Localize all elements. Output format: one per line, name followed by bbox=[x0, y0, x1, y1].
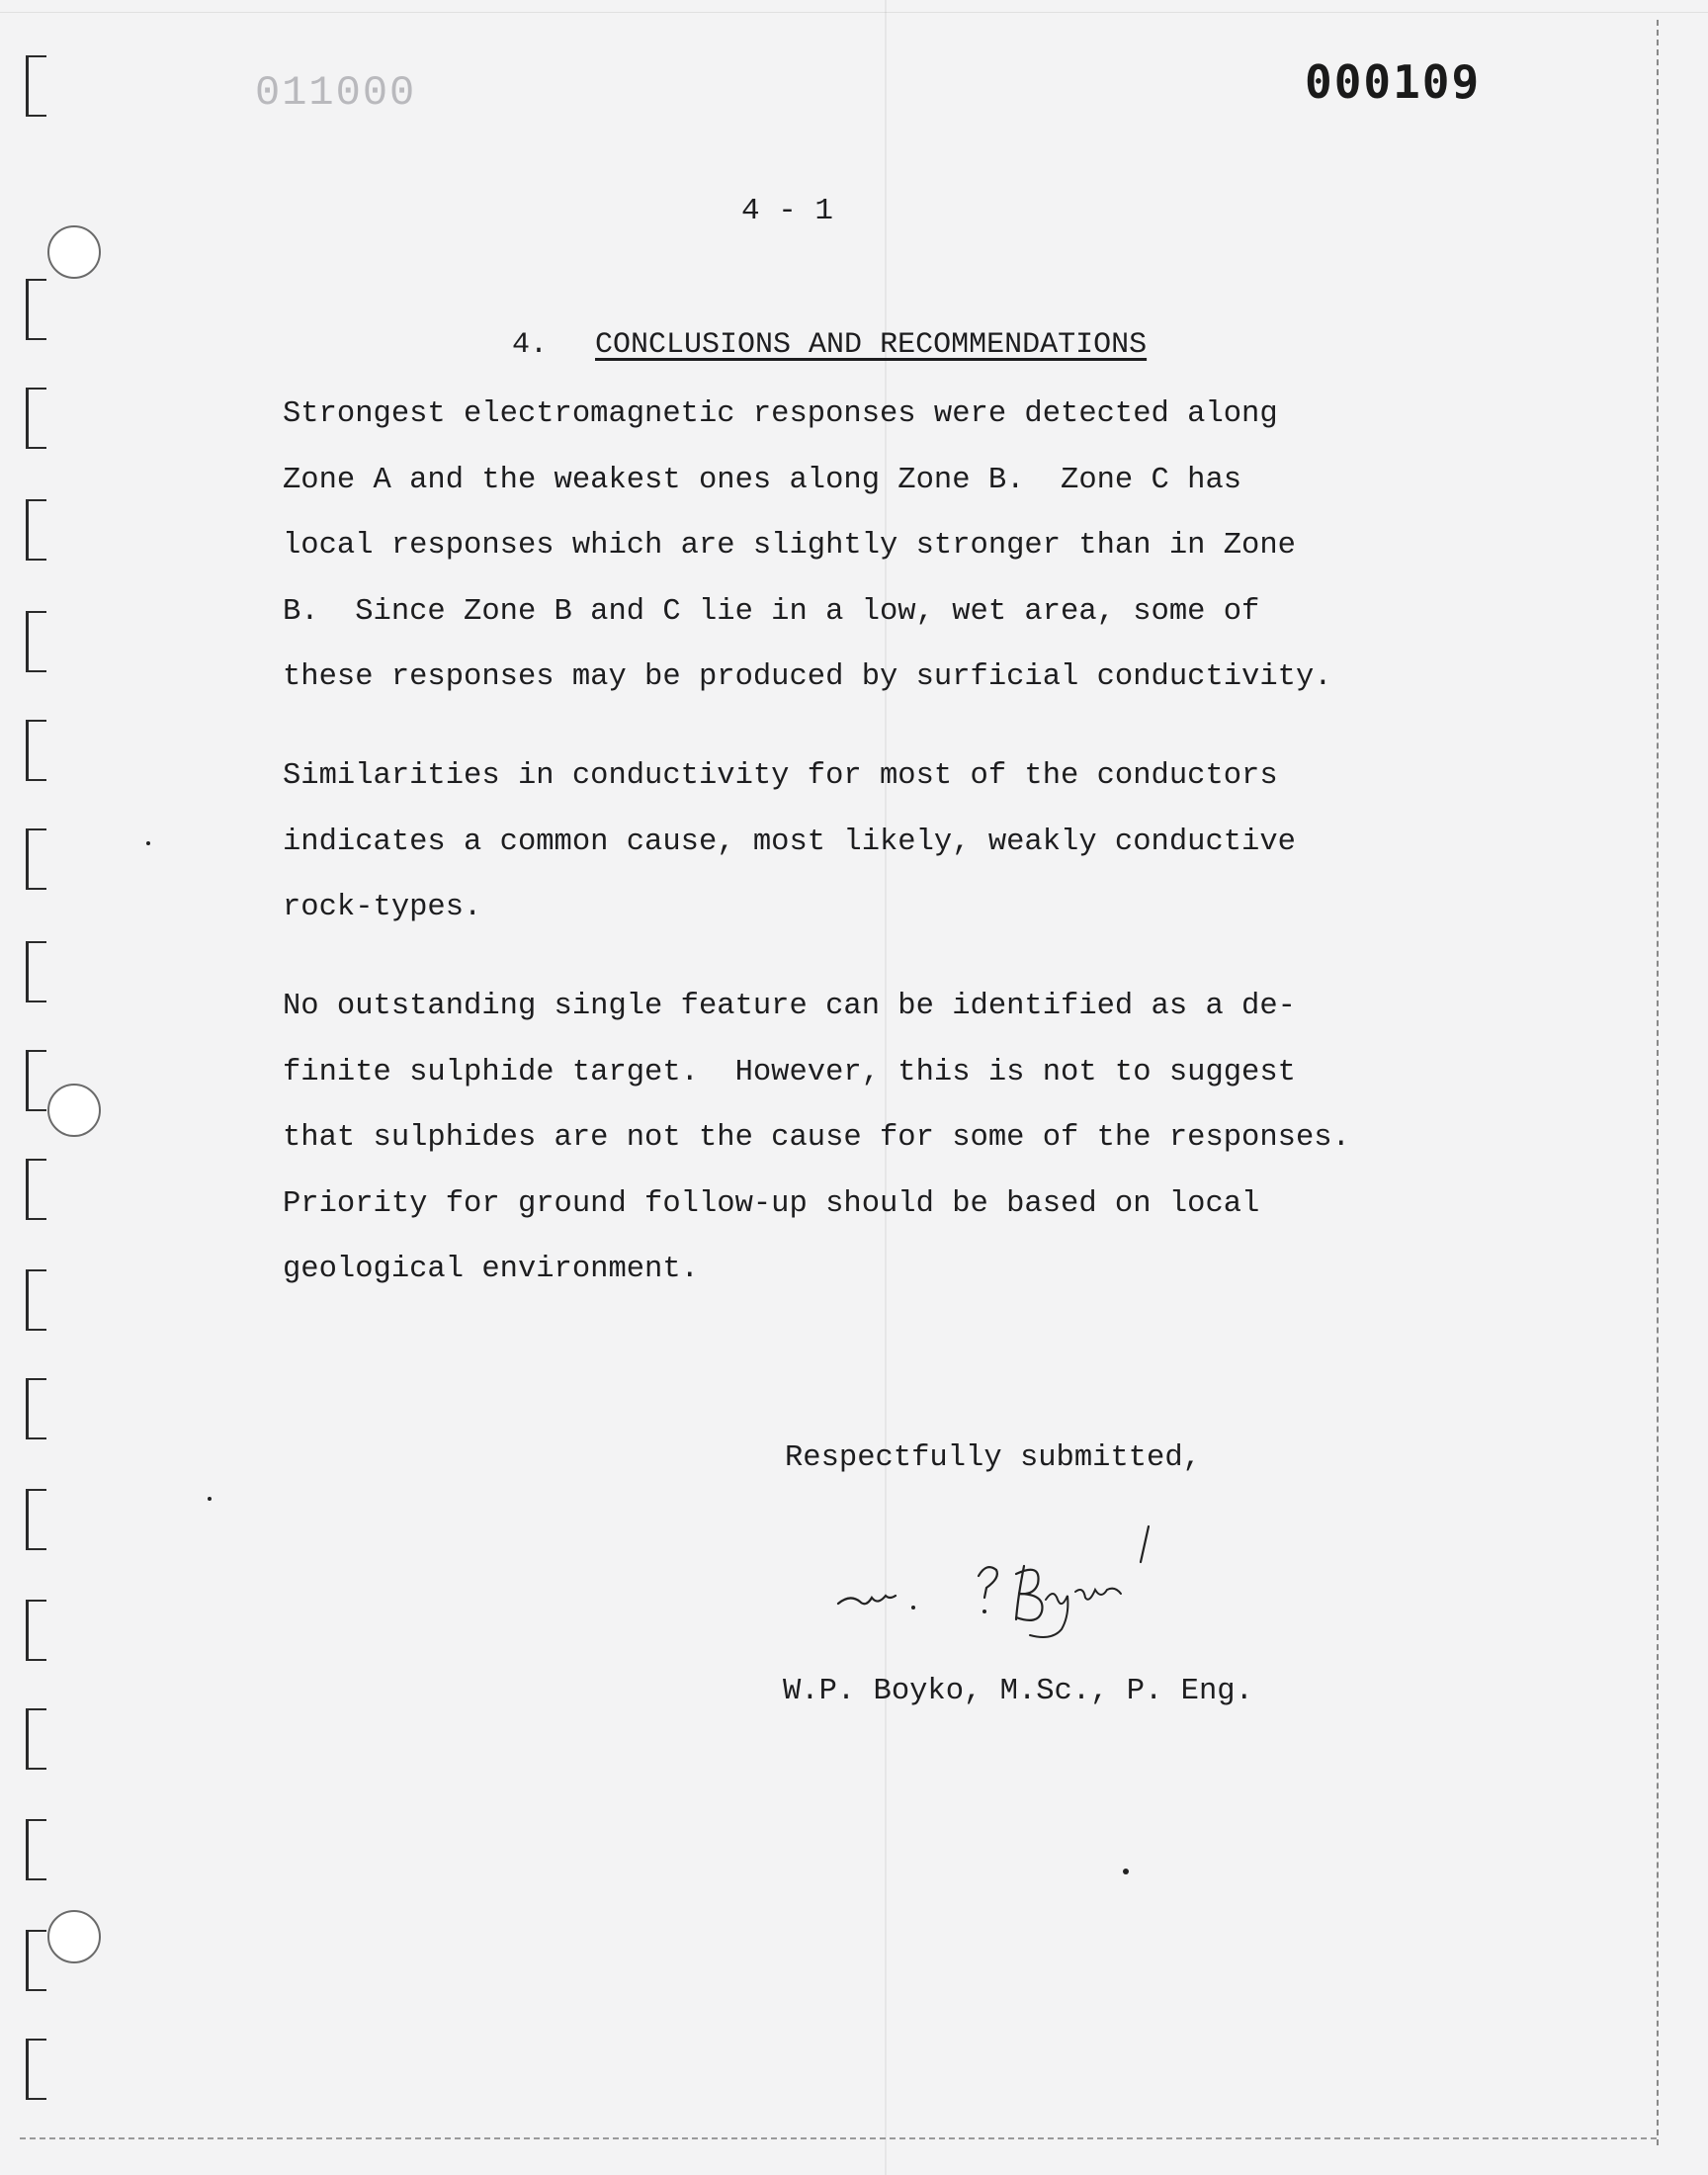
text-line: that sulphides are not the cause for some of the responses. bbox=[283, 1121, 1350, 1155]
text-line: rock-types. bbox=[283, 891, 482, 924]
binder-bracket bbox=[26, 1600, 46, 1661]
section-heading bbox=[441, 295, 1147, 395]
text-line: these responses may be produced by surficial conductivity. bbox=[283, 660, 1332, 694]
binder-bracket bbox=[26, 828, 46, 890]
binder-bracket bbox=[26, 1378, 46, 1439]
binder-bracket bbox=[26, 720, 46, 781]
binder-bracket bbox=[26, 1819, 46, 1880]
scan-edge-top bbox=[0, 12, 1708, 13]
binder-bracket bbox=[26, 941, 46, 1002]
binder-bracket bbox=[26, 55, 46, 117]
binder-bracket bbox=[26, 1050, 46, 1111]
binder-bracket bbox=[26, 1930, 46, 1991]
scan-edge-right bbox=[1657, 20, 1662, 2145]
punch-hole bbox=[47, 1084, 101, 1137]
section-title: CONCLUSIONS AND RECOMMENDATIONS bbox=[595, 328, 1148, 362]
faint-page-stamp: 011000 bbox=[255, 69, 417, 117]
text-line: finite sulphide target. However, this is not to suggest bbox=[283, 1055, 1296, 1089]
speck bbox=[1123, 1869, 1129, 1874]
paragraph-2 bbox=[283, 743, 1469, 941]
scan-edge-bottom bbox=[20, 2137, 1657, 2141]
text-line: No outstanding single feature can be identified as a de- bbox=[283, 990, 1296, 1023]
text-line: Strongest electromagnetic responses were detected along bbox=[283, 397, 1278, 431]
page-number: 4 - 1 bbox=[741, 194, 834, 228]
punch-hole bbox=[47, 1910, 101, 1963]
text-line: local responses which are slightly stronger than in Zone bbox=[283, 529, 1296, 563]
signer-name: W.P. Boyko, M.Sc., P. Eng. bbox=[783, 1675, 1253, 1708]
paragraph-3 bbox=[283, 974, 1469, 1303]
text-line: B. Since Zone B and C lie in a low, wet area, some of bbox=[283, 594, 1260, 629]
text-line: Similarities in conductivity for most of the conductors bbox=[283, 759, 1278, 793]
binder-bracket bbox=[26, 388, 46, 449]
page-stamp: 000109 bbox=[1305, 55, 1482, 109]
binder-bracket bbox=[26, 499, 46, 561]
closing-text: Respectfully submitted, bbox=[785, 1441, 1201, 1475]
speck bbox=[146, 841, 150, 845]
binder-bracket bbox=[26, 1489, 46, 1550]
binder-bracket bbox=[26, 1708, 46, 1770]
binder-bracket bbox=[26, 611, 46, 672]
paragraph-1 bbox=[283, 382, 1469, 711]
section-number: 4. bbox=[512, 328, 549, 362]
handwritten-signature bbox=[830, 1522, 1166, 1651]
binder-bracket bbox=[26, 1159, 46, 1220]
text-line: indicates a common cause, most likely, weakly conductive bbox=[283, 825, 1296, 859]
binder-bracket bbox=[26, 279, 46, 340]
speck bbox=[208, 1497, 212, 1501]
binder-bracket bbox=[26, 1269, 46, 1331]
text-line: Priority for ground follow-up should be based on local bbox=[283, 1186, 1260, 1221]
text-line: geological environment. bbox=[283, 1253, 699, 1286]
punch-hole bbox=[47, 225, 101, 279]
binder-bracket bbox=[26, 2039, 46, 2100]
text-line: Zone A and the weakest ones along Zone B. Zone C has bbox=[283, 463, 1242, 497]
